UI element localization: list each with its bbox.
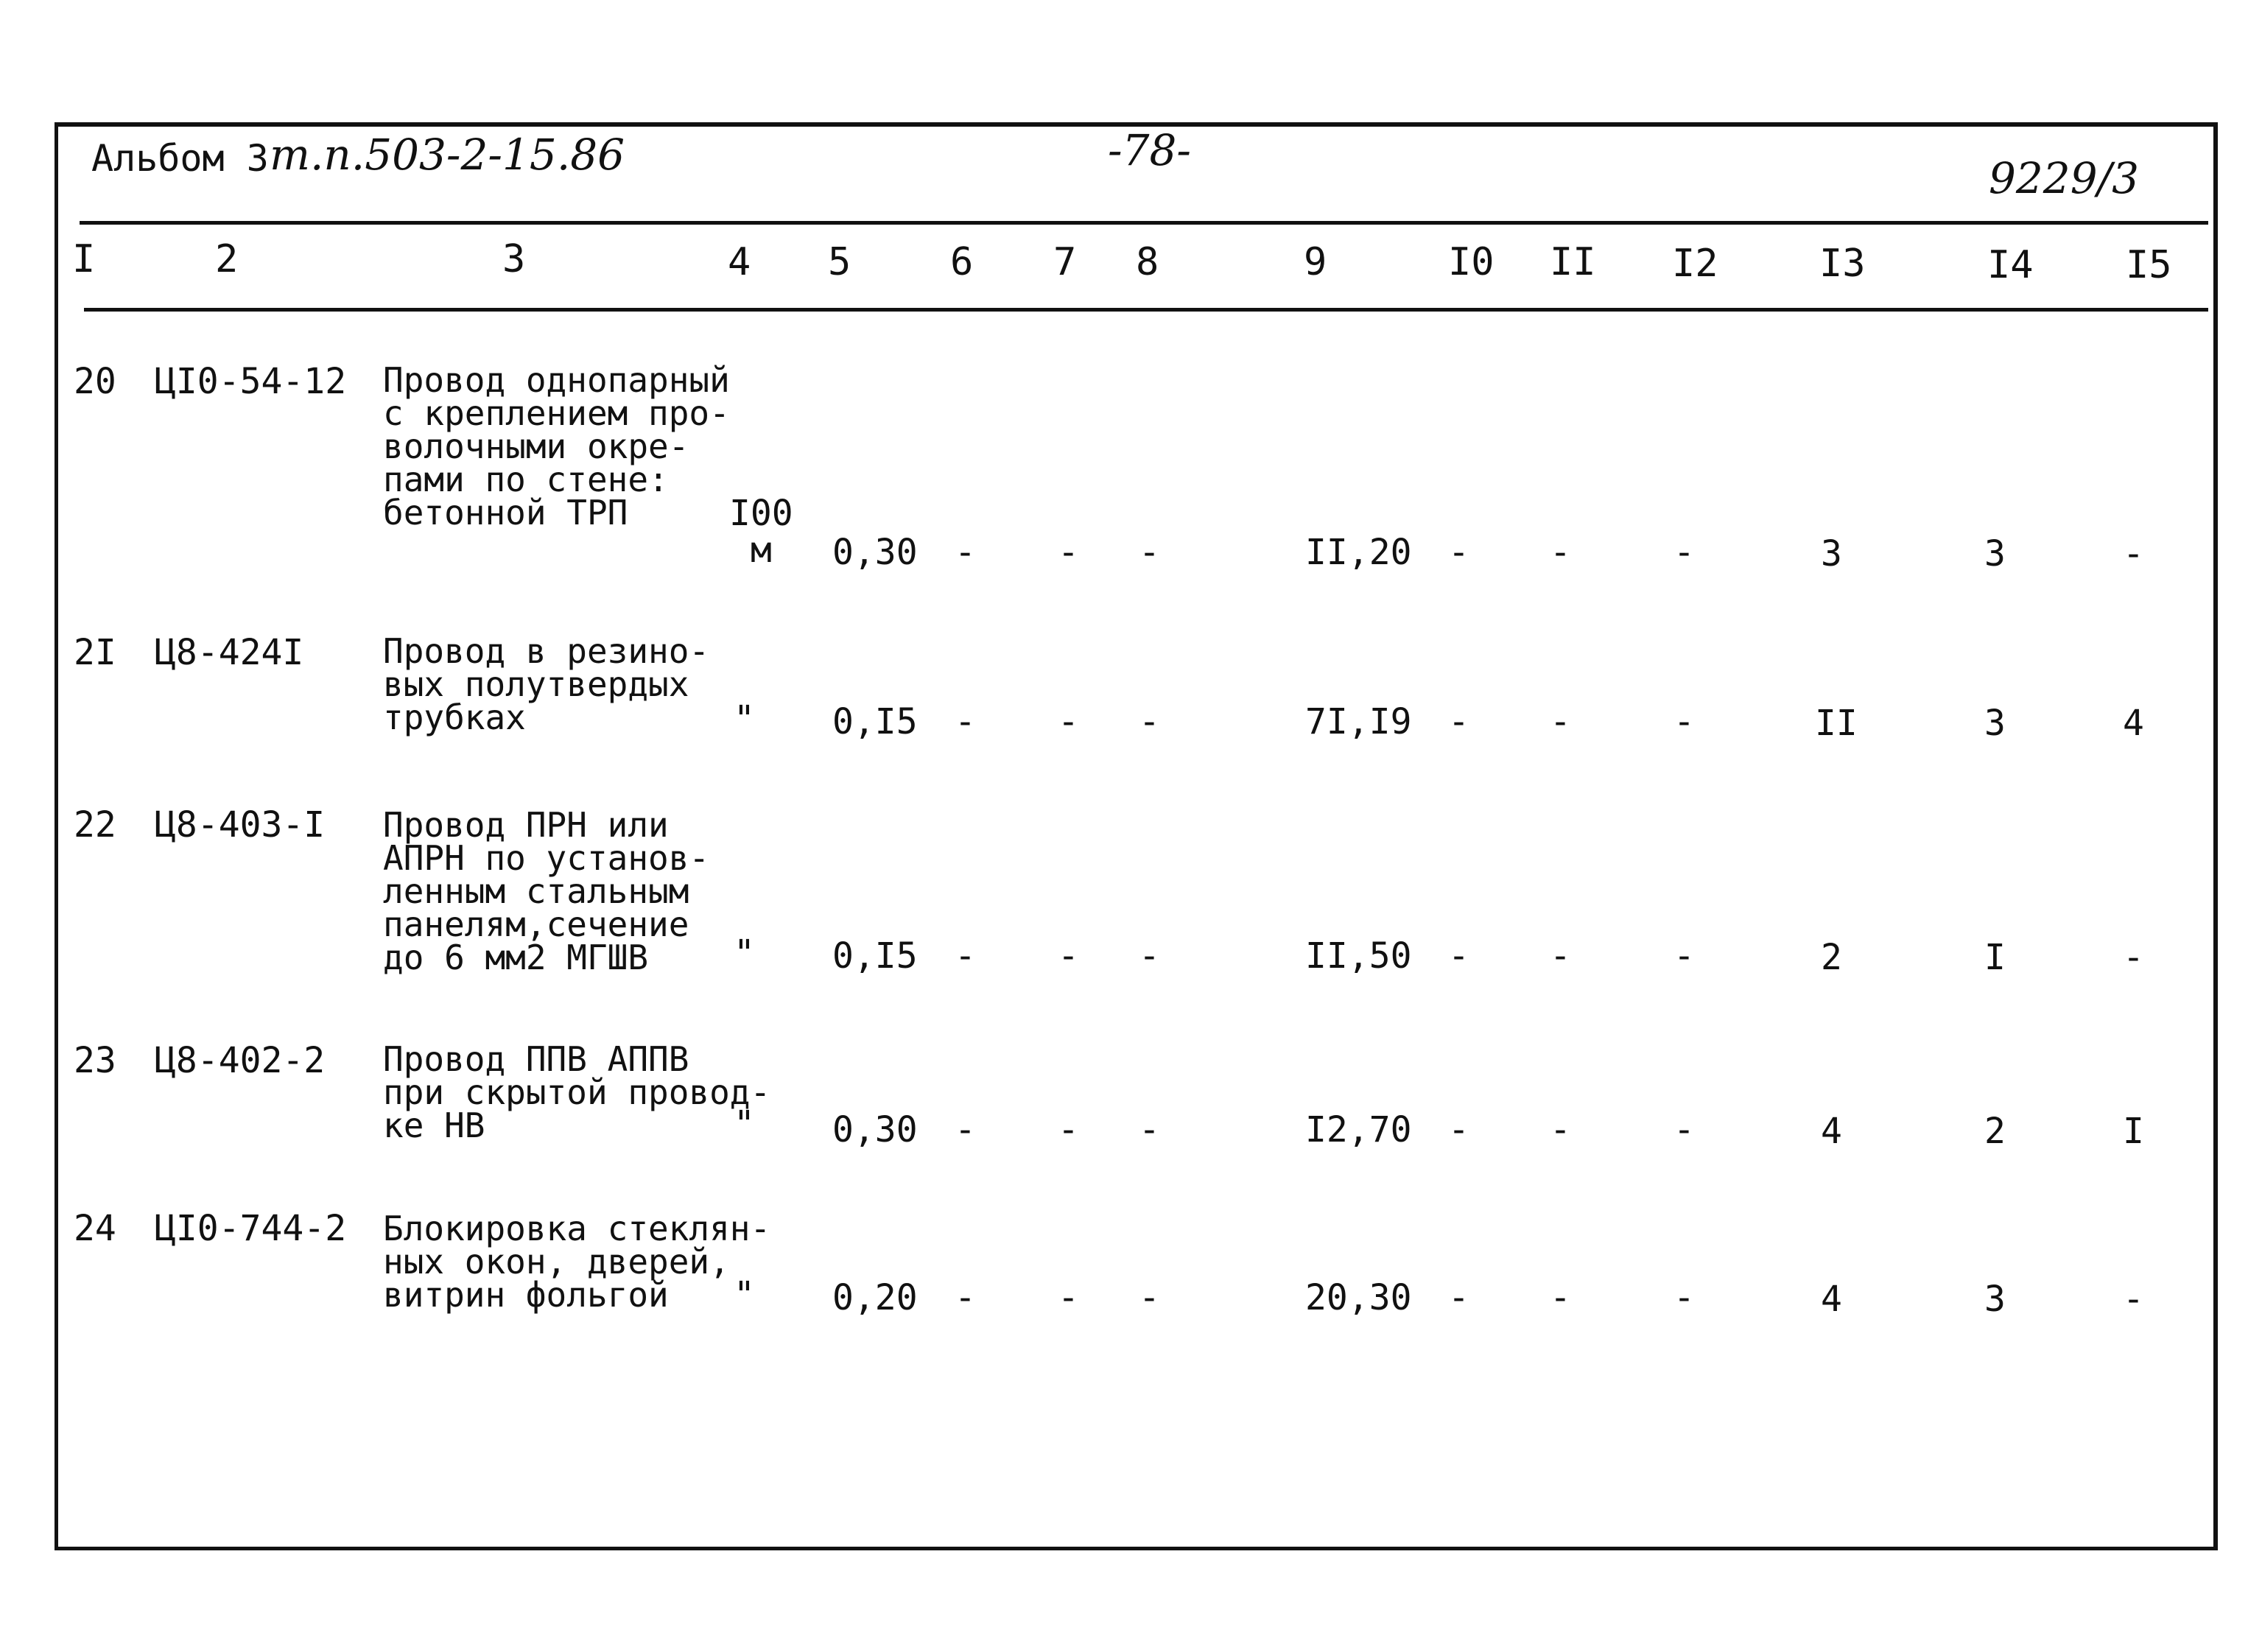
sheet-reference: 9229/3 [1989, 153, 2140, 203]
cell-c6: - [955, 935, 976, 977]
cell-c7: - [1058, 701, 1079, 742]
row-number: 22 [74, 804, 116, 846]
cell-c8: - [1139, 1109, 1160, 1150]
cell-c5: 0,30 [832, 1109, 918, 1150]
unit: " [734, 1274, 755, 1315]
work-description: Провод ПРН или АПРН по установ- ленным стальным панелям,сечение до 6 мм2 МГШВ [383, 805, 710, 977]
work-description: Блокировка стеклян- ных окон, дверей, витрин фольгой [383, 1209, 771, 1315]
column-number: I [72, 237, 96, 281]
norm-code: ЦI0-744-2 [155, 1208, 347, 1249]
column-number: 3 [502, 237, 526, 281]
cell-c15: - [2123, 1279, 2144, 1320]
cell-c14: 3 [1984, 1279, 2006, 1320]
cell-c9: II,20 [1305, 532, 1412, 573]
cell-c11: - [1550, 1109, 1571, 1150]
unit: I00 м [729, 493, 793, 571]
document-frame [55, 122, 2218, 1550]
cell-c15: I [2123, 1111, 2144, 1152]
work-description: Провод ППВ АППВ при скрытой провод- ке НВ [383, 1039, 771, 1145]
norm-code: Ц8-402-2 [155, 1040, 326, 1081]
page-number: -78- [1108, 125, 1191, 175]
cell-c6: - [955, 701, 976, 742]
column-number: I3 [1819, 242, 1866, 286]
cell-c15: - [2123, 937, 2144, 978]
cell-c8: - [1139, 935, 1160, 977]
row-number: 20 [74, 361, 116, 402]
cell-c13: 2 [1821, 937, 1842, 978]
cell-c11: - [1550, 1277, 1571, 1318]
cell-c12: - [1673, 701, 1695, 742]
column-number: 9 [1304, 240, 1327, 284]
album-label: Альбом 3 [91, 137, 269, 180]
cell-c7: - [1058, 1109, 1079, 1150]
cell-c9: I2,70 [1305, 1109, 1412, 1150]
column-number: 4 [728, 240, 751, 284]
column-number: I2 [1672, 242, 1718, 286]
cell-c5: 0,I5 [832, 935, 918, 977]
cell-c9: II,50 [1305, 935, 1412, 977]
unit: " [734, 932, 755, 974]
cell-c7: - [1058, 532, 1079, 573]
unit: " [734, 1103, 755, 1145]
cell-c8: - [1139, 701, 1160, 742]
cell-c5: 0,20 [832, 1277, 918, 1318]
cell-c8: - [1139, 532, 1160, 573]
cell-c13: 3 [1821, 533, 1842, 574]
cell-c9: 7I,I9 [1305, 701, 1412, 742]
column-number: 6 [950, 240, 974, 284]
unit: " [734, 698, 755, 739]
column-number: I0 [1448, 240, 1494, 284]
cell-c15: 4 [2123, 703, 2144, 744]
column-number: II [1550, 240, 1596, 284]
cell-c11: - [1550, 701, 1571, 742]
cell-c14: 3 [1984, 533, 2006, 574]
row-number: 2I [74, 632, 116, 673]
cell-c6: - [955, 532, 976, 573]
cell-c6: - [955, 1109, 976, 1150]
norm-code: Ц8-424I [155, 632, 304, 673]
cell-c10: - [1448, 701, 1469, 742]
cell-c14: 2 [1984, 1111, 2006, 1152]
row-number: 24 [74, 1208, 116, 1249]
cell-c5: 0,30 [832, 532, 918, 573]
column-number: I4 [1987, 243, 2034, 287]
cell-c12: - [1673, 532, 1695, 573]
cell-c11: - [1550, 532, 1571, 573]
header-rule [80, 221, 2208, 225]
column-number: 2 [215, 237, 239, 281]
column-number: 7 [1053, 240, 1077, 284]
cell-c15: - [2123, 533, 2144, 574]
column-number: 8 [1136, 240, 1159, 284]
cell-c10: - [1448, 1277, 1469, 1318]
cell-c10: - [1448, 532, 1469, 573]
cell-c11: - [1550, 935, 1571, 977]
norm-code: Ц8-403-I [155, 804, 326, 846]
cell-c12: - [1673, 1277, 1695, 1318]
cell-c14: 3 [1984, 703, 2006, 744]
cell-c12: - [1673, 1109, 1695, 1150]
cell-c12: - [1673, 935, 1695, 977]
cell-c10: - [1448, 935, 1469, 977]
norm-code: ЦI0-54-12 [155, 361, 347, 402]
cell-c9: 20,30 [1305, 1277, 1412, 1318]
row-number: 23 [74, 1040, 116, 1081]
cell-c7: - [1058, 1277, 1079, 1318]
work-description: Провод в резино- вых полутвердых трубках [383, 631, 710, 737]
cell-c13: 4 [1821, 1279, 1842, 1320]
cell-c13: 4 [1821, 1111, 1842, 1152]
column-number: 5 [828, 240, 851, 284]
column-header-rule [84, 308, 2208, 312]
project-code: т.п.503-2-15.86 [270, 130, 625, 180]
cell-c13: II [1815, 703, 1858, 744]
cell-c5: 0,I5 [832, 701, 918, 742]
cell-c14: I [1984, 937, 2006, 978]
cell-c8: - [1139, 1277, 1160, 1318]
cell-c10: - [1448, 1109, 1469, 1150]
work-description: Провод однопарный с креплением про- волочными окре- пами по стене: бетонной ТРП [383, 360, 730, 532]
column-number: I5 [2126, 243, 2172, 287]
cell-c6: - [955, 1277, 976, 1318]
cell-c7: - [1058, 935, 1079, 977]
